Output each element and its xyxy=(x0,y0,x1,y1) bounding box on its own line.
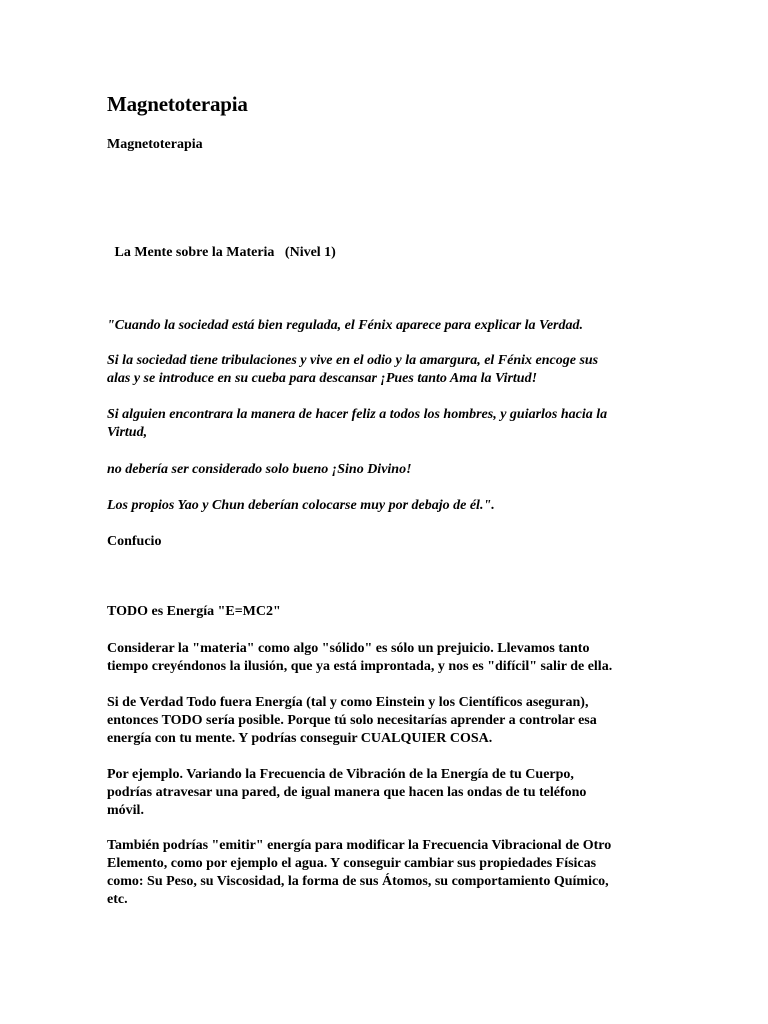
quote-author: Confucio xyxy=(107,534,162,549)
text-line: Si de Verdad Todo fuera Energía (tal y como Einstein y los Científicos aseguran), xyxy=(107,695,589,710)
text-line: etc. xyxy=(107,892,128,907)
text-line: energía con tu mente. Y podrías conseguir CUALQUIER COSA. xyxy=(107,731,493,746)
text-line: entonces TODO sería posible. Porque tú solo necesitarías aprender a controlar esa xyxy=(107,713,597,728)
body-paragraph-4 xyxy=(107,837,611,909)
text-line: tiempo creyéndonos la ilusión, que ya está improntada, y nos es "difícil" salir de ella. xyxy=(107,659,613,674)
quote-paragraph-2 xyxy=(107,352,598,388)
text-line: alas y se introduce en su cueba para descansar ¡Pues tanto Ama la Virtud! xyxy=(107,371,538,386)
text-line: como: Su Peso, su Viscosidad, la forma de sus Átomos, su comportamiento Químico, xyxy=(107,874,609,889)
text-line: Considerar la "materia" como algo "sólido" es sólo un prejuicio. Llevamos tanto xyxy=(107,641,590,656)
text-line: Si alguien encontrara la manera de hacer feliz a todos los hombres, y guiarlos hacia la xyxy=(107,407,608,422)
text-line: Si la sociedad tiene tribulaciones y vive en el odio y la amargura, el Fénix encoge sus xyxy=(107,353,599,368)
text-line: "Cuando la sociedad está bien regulada, el Fénix aparece para explicar la Verdad. xyxy=(107,318,583,333)
document-subtitle: Magnetoterapia xyxy=(107,137,203,152)
text-line: móvil. xyxy=(107,803,144,818)
document-title: Magnetoterapia xyxy=(107,92,248,116)
text-line: Virtud, xyxy=(107,425,148,440)
section-heading: La Mente sobre la Materia (Nivel 1) xyxy=(111,245,336,260)
quote-paragraph-4 xyxy=(107,461,412,479)
quote-paragraph-5 xyxy=(107,497,495,515)
text-line: podrías atravesar una pared, de igual manera que hacen las ondas de tu teléfono xyxy=(107,785,587,800)
text-line: Elemento, como por ejemplo el agua. Y conseguir cambiar sus propiedades Físicas xyxy=(107,856,597,871)
section-heading-energy: TODO es Energía "E=MC2" xyxy=(107,604,281,619)
body-paragraph-2 xyxy=(107,694,597,748)
text-line: no debería ser considerado solo bueno ¡Sino Divino! xyxy=(107,462,412,477)
quote-paragraph-3 xyxy=(107,406,607,442)
body-paragraph-3 xyxy=(107,766,586,820)
quote-paragraph-1 xyxy=(107,317,583,335)
text-line: También podrías "emitir" energía para modificar la Frecuencia Vibracional de Otro xyxy=(107,838,612,853)
body-paragraph-1 xyxy=(107,640,612,676)
text-line: Por ejemplo. Variando la Frecuencia de Vibración de la Energía de tu Cuerpo, xyxy=(107,767,574,782)
text-line: Los propios Yao y Chun deberían colocarse muy por debajo de él.". xyxy=(107,498,495,513)
